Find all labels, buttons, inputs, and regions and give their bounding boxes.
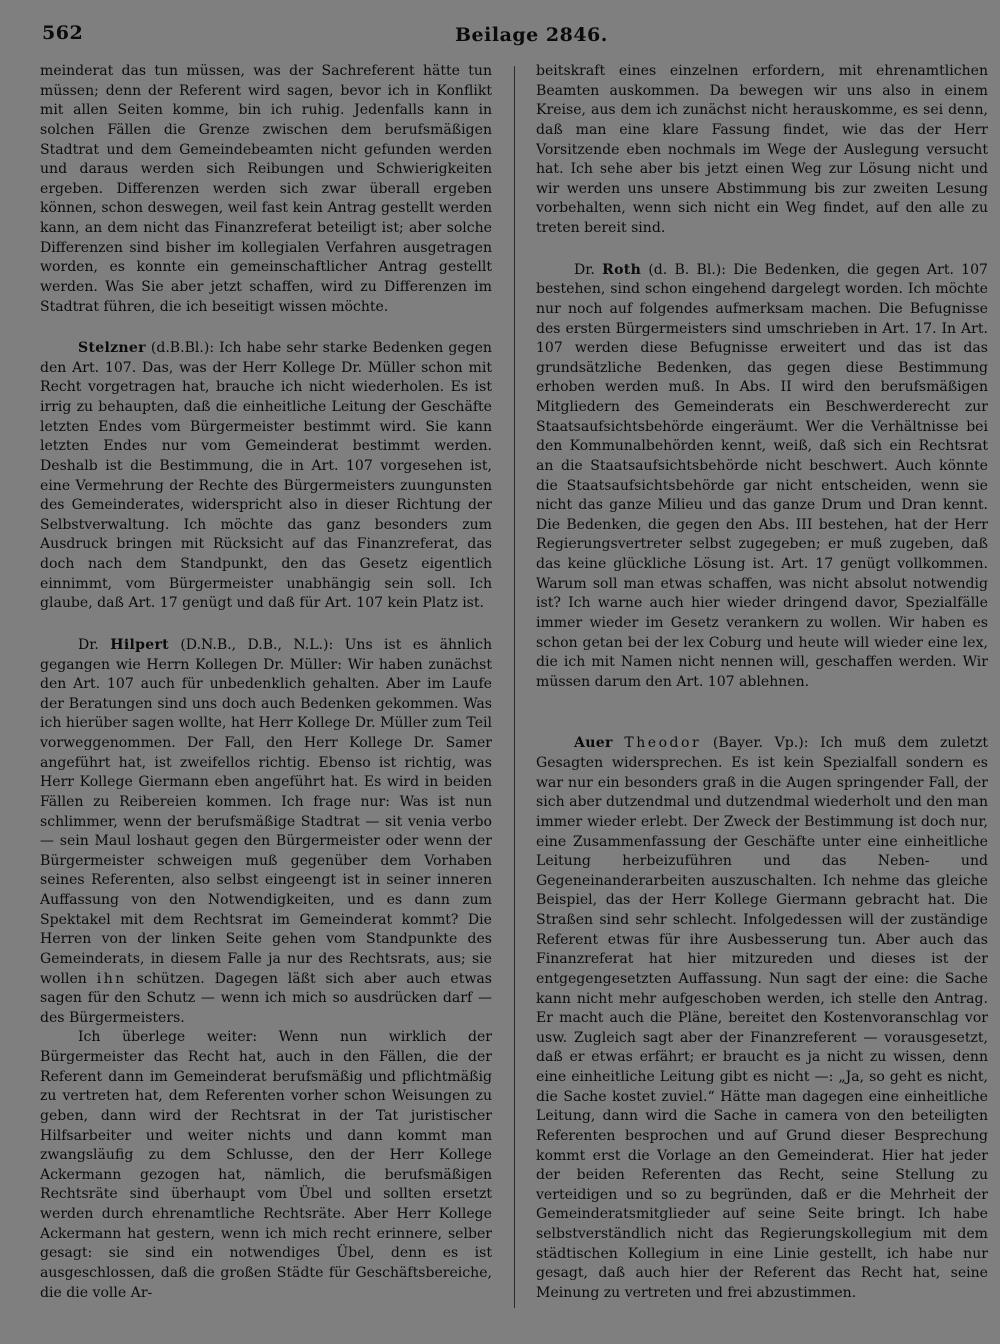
speaker-name: Hilpert — [110, 636, 169, 653]
page-number: 562 — [42, 22, 84, 44]
speech-text-tail: schützen. Dagegen läßt sich aber auch etwas sagen für den Schutz — wenn ich mich so ausdrücken darf — des Bürgermeisters. — [40, 970, 492, 1026]
speech-text: Die Bedenken, die gegen Art. 107 bestehen, sind schon eingehend dargelegt worden. Ich möchte nur noch auf folgendes aufmerksam machen. Die Befugnisse des ersten Bürgermeisters sind umschrieben in Art. 17. In Art. 107 werden diese Befugnisse erweitert und das ist das grundsätzliche Bedenken, das gegen diese Bestimmung erhoben werden muß. In Abs. II wird den berufsmäßigen Mitgliedern des Gemeinderats ein Beschwerderecht zur Staatsaufsichtsbehörde eingeräumt. Wer die Verhältnisse bei den Kommunalbehörden kennt, weiß, daß sich ein Rechtsrat an die Staatsaufsichtsbehörde nicht beschwert. Auch könnte die Staatsaufsichtsbehörde gar nicht entscheiden, wenn sie nicht das ganze Milieu und das ganze Drum und Dran kennt. Die Bedenken, die gegen den Abs. III bestehen, hat der Herr Regierungsvertreter selbst zugegeben; er muß zugeben, daß das keine glückliche Lösung ist. Art. 17 genügt vollkommen. Warum soll man etwas schaffen, was nicht absolut notwendig ist? Ich warne auch hier wieder dringend davor, Spezialfälle immer wieder im Gesetz verankern zu wollen. Wir haben es schon getan bei der lex Coburg und heute will wieder eine lex, die ich mit Namen nicht nennen will, geschaffen werden. Wir müssen darum den Art. 107 ablehnen. — [536, 261, 988, 690]
speaker-name: Stelzner — [78, 340, 146, 357]
left-paragraph-hilpert — [40, 636, 492, 1029]
speech-text: Uns ist es ähnlich gegangen wie Herrn Kollegen Dr. Müller: Wir haben zunächst den Art. 107 auch für unbedenklich gehalten. Aber im Laufe der Beratungen sind uns doch auch Bedenken gekommen. Was ich hierüber sagen wollte, hat Herr Kollege Dr. Müller zum Teil vorweggenommen. Der Fall, den Herr Kollege Dr. Samer angeführt hat, ist zweifellos richtig. Ebenso ist richtig, was Herr Kollege Giermann eben angeführt hat. Es wird in beiden Fällen zu Reibereien kommen. Ich frage nur: Was ist nun schlimmer, wenn der berufsmäßige Stadtrat — sit venia verbo — sein Maul loshaut gegen den Bürgermeister oder wenn der Bürgermeister schweigen muß gegenüber dem Vorhaben seines Referenten, also selbst eingeengt ist in seiner inneren Auffassung von den Notwendigkeiten, und es dann zum Spektakel mit dem Rechtsrat im Gemeinderat kommt? Die Herren von der linken Seite gehen vom Standpunkte des Gemeinderats, in diesem Falle ja nur des Rechtsrats, aus; sie wollen — [40, 636, 492, 987]
speaker-party: (D.N.B., D.B., N.L.): — [168, 636, 345, 653]
left-column — [40, 62, 492, 1303]
column-divider — [514, 66, 515, 1308]
speaker-party: (d. B. Bl.): — [641, 261, 734, 278]
speaker-party: (d.B.Bl.): — [145, 340, 220, 357]
right-paragraph-roth — [536, 261, 988, 693]
right-column — [536, 62, 988, 1304]
speaker-party: (Bayer. Vp.): — [701, 735, 821, 752]
left-paragraph-4: Ich überlege weiter: Wenn nun wirklich der Bürgermeister das Recht hat, auch in den Fällen, die der Referent dann im Gemeinderat berufsmäßig und pflichtmäßig zu vertreten hat, dem Referenten vorher schon Weisungen zu geben, dann wird der Rechtsrat in der Tat juristischer Hilfsarbeiter und weiter nichts und dann kommt man zwangsläufig zu dem Schlusse, den der Herr Kollege Ackermann gezogen hat, nämlich, die berufsmäßigen Rechtsräte sind überhaupt vom Übel und sollten ersetzt werden durch ehrenamtliche Rechtsräte. Aber Herr Kollege Ackermann hat gestern, wenn ich mich recht erinnere, selber gesagt: sie sind ein notwendiges Übel, denn es ist ausgeschlossen, daß die großen Städte für Geschäftsbereiche, die die volle Ar- — [40, 1029, 492, 1301]
speaker-first-name: Theodor — [624, 735, 702, 752]
speaker-prefix: Dr. — [78, 636, 111, 653]
left-paragraph-1: meinderat das tun müssen, was der Sachreferent hätte tun müssen; denn der Referent wird sagen, bevor ich in Konflikt mit allen Seiten komme, bin ich ruhig. Jedenfalls kann in solchen Fällen die Grenze zwischen dem berufsmäßigen Stadtrat und dem Gemeindebeamten nicht gefunden werden und daraus werden sich Reibungen und Schwierigkeiten ergeben. Differenzen werden sich zwar überall ergeben können, schon deswegen, weil fast kein Antrag gestellt werden kann, an dem nicht das Finanzreferat beteiligt ist; aber solche Differenzen sind bisher im kollegialen Verfahren ausgetragen worden, es konnte ein gemeinschaftlicher Antrag gestellt werden. Was Sie aber jetzt schaffen, wird zu Differenzen im Stadtrat führen, die ich beseitigt wissen möchte. — [40, 63, 492, 315]
speech-text: Ich muß dem zuletzt Gesagten widersprechen. Es ist kein Spezialfall sondern es war nur ein besonders graß in die Augen springender Fall, der sich aber dutzendmal und dutzendmal wiederholt und den man immer wieder erlebt. Der Zweck der Bestimmung ist doch nur, eine Zusammenfassung der Geschäfte unter eine einheitliche Leitung herbeizuführen und das Neben- und Gegeneinanderarbeiten auszuschalten. Ich nehme das gleiche Beispiel, das der Herr Kollege Giermann gebracht hat. Die Straßen sind sehr schlecht. Infolgedessen will der zuständige Referent etwas für ihre Ausbesserung tun. Aber auch das Finanzreferat hat hier mitzureden und dieses ist der entgegengesetzten Auffassung. Nun sagt der eine: die Sache kann nicht mehr aufgeschoben werden, ich stelle den Antrag. Er macht auch die Pläne, bereitet den Kostenvoranschlag vor usw. Zugleich sagt aber der Finanzreferent — vorausgesetzt, daß er etwas erfährt; er braucht es ja nicht zu wissen, denn eine einheitliche Leitung gibt es nicht —: „Ja, so geht es nicht, die Sache kostet zuviel.“ Hätte man dagegen eine einheitliche Leitung, dann wird die Sache in camera von den beteiligten Referenten besprochen und auf Grund dieser Besprechung kommt erst die Vorlage an den Gemeinderat. Hier hat jeder der beiden Referenten das Recht, seine Stellung zu verteidigen und so zu begründen, daß er die Mehrheit der Gemeinderatsmitglieder auf seine Seite bringt. Ich habe selbstverständlich nicht das Regierungskollegium mit dem städtischen Kollegium in eine Linie gestellt, ich habe nur gesagt, daß auch hier der Referent das Recht hat, seine Meinung zu vertreten und frei abzustimmen. — [536, 735, 988, 1301]
right-paragraph-auer — [536, 734, 988, 1303]
speaker-prefix: Dr. — [574, 261, 603, 278]
right-paragraph-1: beitskraft eines einzelnen erfordern, mit ehrenamtlichen Beamten auskommen. Da bewegen wir uns also in einem Kreise, aus dem ich zunächst nicht herauskomme, es sei denn, daß man eine klare Fassung findet, wie das der Herr Vorsitzende eben nochmals im Wege der Auslegung versucht hat. Ich sehe aber bis jetzt einen Weg zur Lösung nicht und wir werden uns unsere Abstimmung bis zur zweiten Lesung vorbehalten, wenn sich nicht ein Weg findet, auf den alle zu treten bereit sind. — [536, 63, 988, 236]
speaker-name: Roth — [602, 261, 642, 278]
speech-text: Ich habe sehr starke Bedenken gegen den Art. 107. Das, was der Herr Kollege Dr. Müller schon mit Recht vorgetragen hat, brauche ich nicht wiederholen. Es ist irrig zu behaupten, daß die einheitliche Leitung der Geschäfte letzten Endes vom Bürgermeister bestimmt wird. Sie kann letzten Endes nur vom Gemeinderat bestimmt werden. Deshalb ist die Bestimmung, die in Art. 107 vorgesehen ist, eine Vermehrung der Rechte des Bürgermeisters zuungunsten des Gemeinderates, widerspricht also in dieser Richtung der Selbstverwaltung. Ich möchte das ganz besonders zum Ausdruck bringen mit Rücksicht auf das Finanzreferat, das doch nach dem Standpunkt, den das Gesetz eigentlich einnimmt, vom Bürgermeister unabhängig sein soll. Ich glaube, daß Art. 17 genügt und daß für Art. 107 kein Platz ist. — [40, 340, 492, 612]
left-paragraph-stelzner — [40, 339, 492, 614]
speaker-name: Auer — [574, 735, 613, 752]
emphasis-text: ihn — [96, 970, 127, 987]
running-head: Beilage 2846. — [455, 24, 608, 46]
